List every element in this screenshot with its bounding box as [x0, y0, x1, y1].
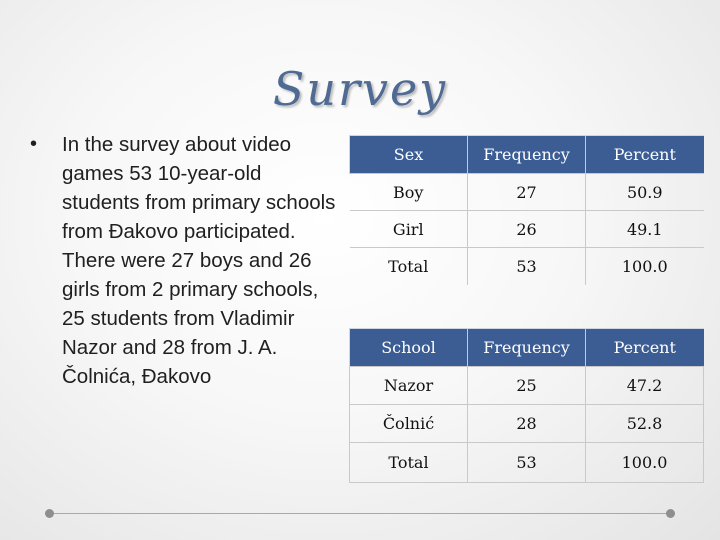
table-cell: Boy — [350, 174, 468, 211]
table-cell: 52.8 — [586, 405, 704, 443]
header-cell: Frequency — [468, 329, 586, 367]
school-frequency-table — [349, 328, 704, 483]
table-cell: 53 — [468, 443, 586, 483]
table-header-row — [350, 136, 704, 174]
header-cell: Sex — [350, 136, 468, 174]
table-row — [350, 248, 704, 285]
header-cell: School — [350, 329, 468, 367]
table-row — [350, 443, 704, 483]
table-cell: Čolnić — [350, 405, 468, 443]
header-cell: Frequency — [468, 136, 586, 174]
table-cell: 47.2 — [586, 367, 704, 405]
table-cell: Nazor — [350, 367, 468, 405]
header-cell: Percent — [586, 136, 704, 174]
survey-description: In the survey about video games 53 10-year-old students from primary schools from Đakovo participated. There were 27 boys and 26 girls from 2 primary schools, 25 students from Vladimir Nazor and 28 from J. A. Čolnića, Đakovo — [62, 133, 336, 388]
table-cell: 27 — [468, 174, 586, 211]
footer-dot-right-icon — [666, 509, 675, 518]
table-cell: Girl — [350, 211, 468, 248]
table-cell: 53 — [468, 248, 586, 285]
table-header-row — [350, 329, 704, 367]
bullet-paragraph — [30, 130, 342, 391]
footer-dot-left-icon — [45, 509, 54, 518]
table-cell: 49.1 — [586, 211, 704, 248]
table-cell: 100.0 — [586, 443, 704, 483]
sex-frequency-table — [349, 135, 704, 285]
table-cell: 25 — [468, 367, 586, 405]
header-cell: Percent — [586, 329, 704, 367]
table-cell: 26 — [468, 211, 586, 248]
table-cell: 28 — [468, 405, 586, 443]
footer-divider — [50, 513, 670, 514]
table-cell: 50.9 — [586, 174, 704, 211]
table-cell: 100.0 — [586, 248, 704, 285]
table-cell: Total — [350, 443, 468, 483]
table-cell: Total — [350, 248, 468, 285]
table-row — [350, 367, 704, 405]
slide-title: Survey — [272, 62, 448, 116]
table-row — [350, 174, 704, 211]
table-row — [350, 211, 704, 248]
bullet-icon: • — [30, 133, 38, 155]
table-row — [350, 405, 704, 443]
